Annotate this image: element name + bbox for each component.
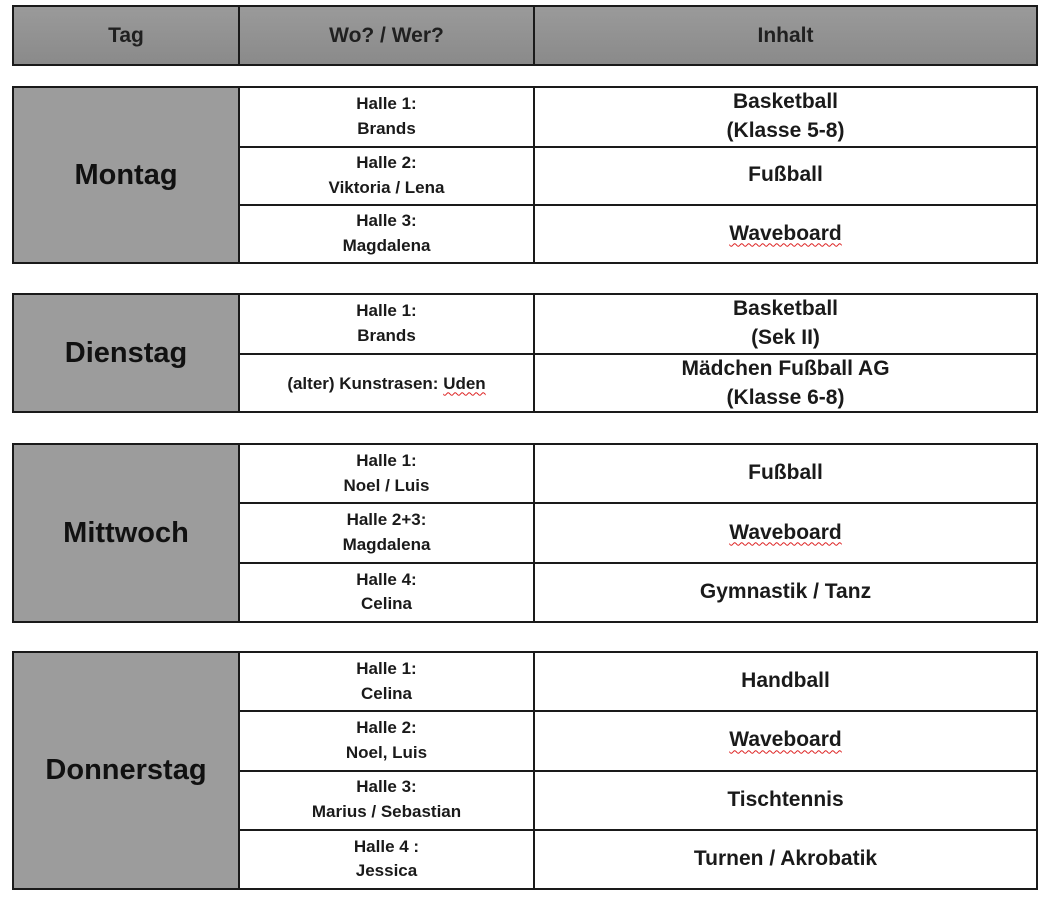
activity-name: Basketball <box>732 297 839 320</box>
location-cell <box>240 712 535 769</box>
activity-name: Waveboard <box>729 520 842 544</box>
activity-name: Waveboard <box>729 221 842 245</box>
table-row <box>240 206 1036 262</box>
hall-label: Halle 1: <box>356 658 417 678</box>
activity-name: Turnen / Akrobatik <box>693 846 878 870</box>
location-cell <box>240 564 535 621</box>
table-row <box>240 653 1036 712</box>
table-row <box>240 445 1036 504</box>
location-cell <box>240 295 535 353</box>
table-row <box>240 831 1036 888</box>
supervisor-name: Uden <box>443 373 486 393</box>
supervisor-name: Brands <box>357 325 416 345</box>
supervisor-name: Magdalena <box>342 235 431 255</box>
supervisor-name: Noel / Luis <box>343 475 430 495</box>
hall-label: Halle 3: <box>356 777 417 797</box>
supervisor-name: Noel, Luis <box>345 742 428 762</box>
schedule-header-row <box>12 5 1038 66</box>
activity-name: Gymnastik / Tanz <box>699 579 872 603</box>
location-cell <box>240 772 535 829</box>
activity-name: Fußball <box>748 461 823 485</box>
location-cell <box>240 148 535 204</box>
activity-cell <box>535 504 1036 561</box>
supervisor-name: Celina <box>360 683 413 703</box>
table-row <box>240 295 1036 355</box>
supervisor-name: Marius / Sebastian <box>311 802 462 822</box>
activity-cell <box>535 295 1036 353</box>
activity-name: Handball <box>741 669 830 693</box>
activity-cell <box>535 712 1036 769</box>
day-label: Montag <box>14 88 240 262</box>
activity-cell <box>535 653 1036 710</box>
activity-cell <box>535 206 1036 262</box>
hall-label: Halle 4: <box>356 569 417 589</box>
activity-cell <box>535 831 1036 888</box>
location-cell <box>240 504 535 561</box>
hall-label: Halle 2: <box>356 718 417 738</box>
location-cell <box>240 88 535 146</box>
day-label: Donnerstag <box>14 653 240 888</box>
day-block-montag <box>12 86 1038 264</box>
supervisor-name: Magdalena <box>342 534 431 554</box>
day-block-donnerstag <box>12 651 1038 890</box>
hall-label: Halle 2+3: <box>346 510 427 530</box>
activity-name: Tischtennis <box>727 787 844 811</box>
location-cell <box>240 831 535 888</box>
table-row <box>240 564 1036 621</box>
activity-cell <box>535 355 1036 413</box>
hall-label: Halle 1: <box>356 94 417 114</box>
table-row <box>240 772 1036 831</box>
supervisor-name: Jessica <box>355 861 418 881</box>
activity-cell <box>535 772 1036 829</box>
table-row <box>240 712 1036 771</box>
column-header-inhalt: Inhalt <box>757 23 814 47</box>
day-label: Mittwoch <box>14 445 240 621</box>
hall-label: Halle 2: <box>356 153 417 173</box>
activity-name: Mädchen Fußball AG <box>681 356 890 380</box>
activity-name: Waveboard <box>729 728 842 752</box>
table-row <box>240 355 1036 413</box>
activity-note: (Klasse 5-8) <box>726 118 845 142</box>
column-header-tag: Tag <box>14 7 240 64</box>
supervisor-name: Viktoria / Lena <box>328 177 445 197</box>
day-label: Dienstag <box>14 295 240 411</box>
day-block-mittwoch <box>12 443 1038 623</box>
activity-cell <box>535 445 1036 502</box>
supervisor-name: Celina <box>360 594 413 614</box>
activity-cell <box>535 148 1036 204</box>
activity-name: Basketball <box>732 90 839 113</box>
column-header-wo-wer: Wo? / Wer? <box>240 7 535 64</box>
hall-label: Halle 3: <box>356 211 417 231</box>
activity-name: Fußball <box>748 163 823 187</box>
location-cell <box>240 653 535 710</box>
day-block-dienstag <box>12 293 1038 413</box>
hall-label: Halle 1: <box>356 301 417 321</box>
supervisor-name: Brands <box>357 118 416 138</box>
table-row <box>240 88 1036 148</box>
activity-cell <box>535 564 1036 621</box>
hall-label: (alter) Kunstrasen: <box>287 373 444 393</box>
location-cell <box>240 445 535 502</box>
table-row <box>240 504 1036 563</box>
activity-note: (Klasse 6-8) <box>726 385 845 409</box>
activity-cell <box>535 88 1036 146</box>
location-cell <box>240 206 535 262</box>
activity-note: (Sek II) <box>751 325 820 349</box>
table-row <box>240 148 1036 206</box>
hall-label: Halle 1: <box>356 451 417 471</box>
hall-label: Halle 4 : <box>353 836 420 856</box>
location-cell <box>240 355 535 413</box>
